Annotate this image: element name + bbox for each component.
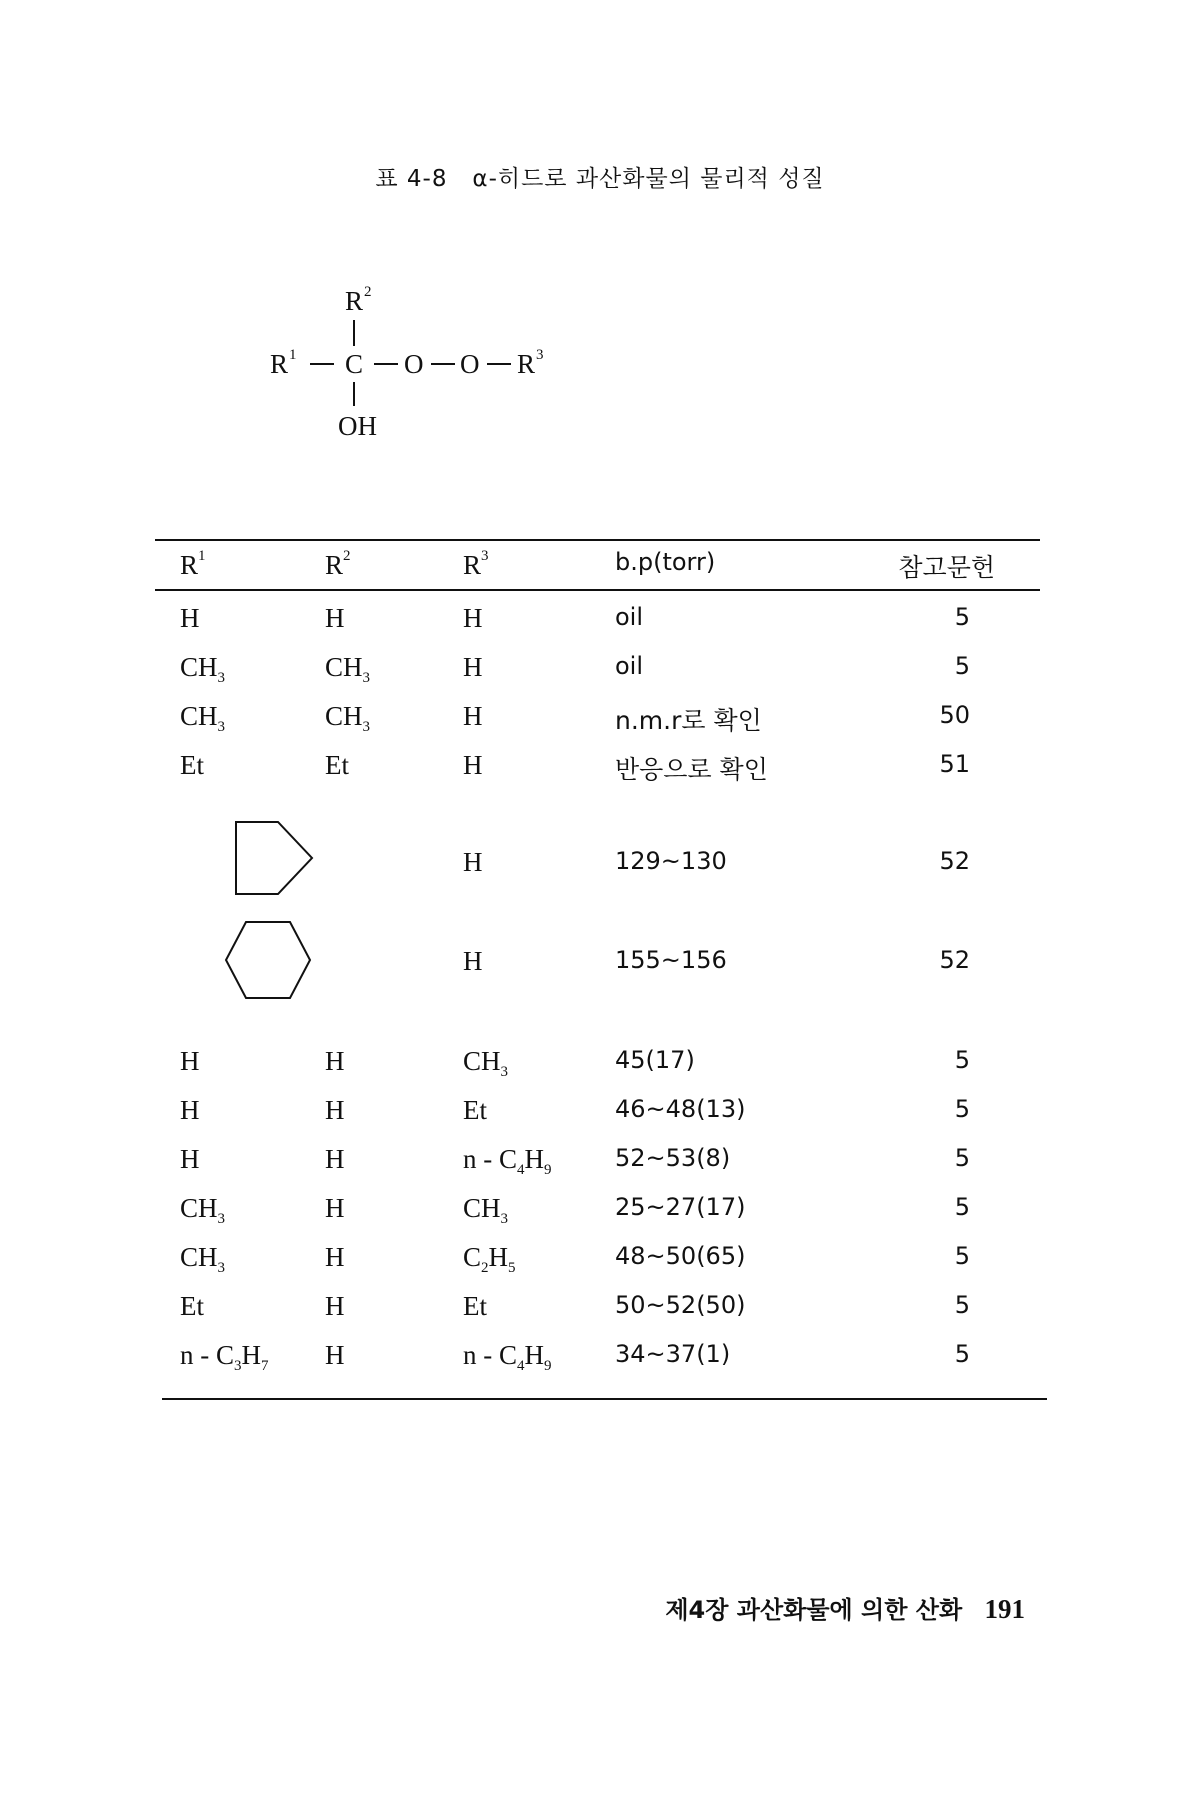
page-number: 191 <box>984 1594 1025 1624</box>
formula-r2-sup: 2 <box>364 284 372 300</box>
table-row: H H Et 46~48(13) 5 <box>180 1095 970 1125</box>
table-row: H H $CH_3$ 45(17) 5 <box>180 1046 970 1080</box>
table-row: $CH_3$ $CH_3$ H n.m.r로 확인 50 <box>180 701 970 735</box>
header-ref: 참고문헌 <box>898 553 995 582</box>
table-row: Et H Et 50~52(50) 5 <box>180 1291 970 1321</box>
formula-r3: R <box>517 349 536 379</box>
header-r2: $R^2$ <box>325 548 351 580</box>
formula-r1-sup: 1 <box>289 347 297 363</box>
chapter-title: 제4장 과산화물에 의한 산화 <box>665 1596 963 1624</box>
table-row: $CH_3$ H $C_2H_5$ 48~50(65) 5 <box>180 1242 970 1276</box>
table-row: Et Et H 반응으로 확인 51 <box>180 750 970 784</box>
header-r1: $R^1$ <box>180 548 206 580</box>
formula-oxygen-2: O <box>460 349 480 379</box>
table-row: $CH_3$ $CH_3$ H oil 5 <box>180 652 970 686</box>
formula-r2: R <box>345 286 364 316</box>
table-row: H H n - $C_4H_9$ 52~53(8) 5 <box>180 1144 970 1178</box>
table-top-rule <box>155 539 1040 541</box>
table-header-rule <box>155 589 1040 591</box>
table-row: n - $C_3H_7$ H n - $C_4H_9$ 34~37(1) 5 <box>180 1340 970 1374</box>
structural-formula <box>270 270 610 450</box>
header-bp: b.p(torr) <box>615 548 716 576</box>
table-header <box>0 548 1200 594</box>
header-r3: $R^3$ <box>463 548 489 580</box>
formula-r1: R <box>270 349 289 379</box>
formula-carbon: C <box>345 349 364 379</box>
table-bottom-rule <box>162 1398 1047 1400</box>
page-footer <box>665 1590 1025 1625</box>
formula-r3-sup: 3 <box>536 347 544 363</box>
caption-label: 표 4-8 <box>375 166 448 192</box>
table-row: H 155~156 52 <box>463 946 970 976</box>
formula-hydroxyl: OH <box>338 411 377 441</box>
table-row: H H H oil 5 <box>180 603 970 633</box>
formula-oxygen-1: O <box>404 349 424 379</box>
caption-title: α-히드로 과산화물의 물리적 성질 <box>472 166 825 192</box>
table-caption <box>0 160 1200 193</box>
table-row: H 129~130 52 <box>463 847 970 877</box>
table-row: $CH_3$ H $CH_3$ 25~27(17) 5 <box>180 1193 970 1227</box>
